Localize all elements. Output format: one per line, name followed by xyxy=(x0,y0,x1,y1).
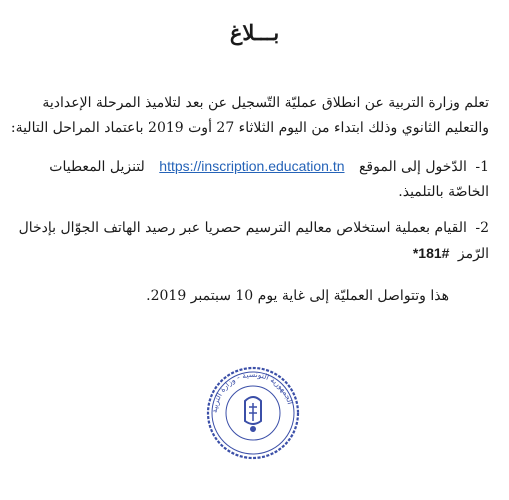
step-2-number: 2- xyxy=(475,220,489,236)
intro-paragraph: تعلم وزارة التربية عن انطلاق عمليّة التّسجيل عن بعد لتلاميذ المرحلة الإعدادية والتعليم الثانوي وذلك ابتداء من اليوم الثلاثاء 27 أوت 2019 باعتماد المراحل التالية: xyxy=(10,95,489,136)
step-1-number: 1- xyxy=(475,159,489,175)
announcement-title: بـــلاغ xyxy=(229,20,280,45)
ministry-seal-icon xyxy=(205,365,301,461)
payment-code: *181# xyxy=(412,245,450,261)
step-1-text-after-link: لتنزيل المعطيات الخاصّة بالتلميذ. xyxy=(49,159,489,200)
closing-paragraph: هذا وتتواصل العمليّة إلى غاية يوم 10 سبتمبر 2019. xyxy=(146,288,449,304)
step-2-text: القيام بعملية استخلاص معاليم الترسيم حصريا عبر رصيد الهاتف الجوّال بإدخال الرّمز xyxy=(18,220,489,262)
registration-site-link[interactable]: https://inscription.education.tn xyxy=(159,158,345,174)
step-2-paragraph xyxy=(9,216,489,267)
seal-text: الجمهورية التونسية - وزارة التربية xyxy=(209,369,295,414)
step-1-text-before-link: الدّخول إلى الموقع xyxy=(358,159,467,175)
step-1-paragraph xyxy=(9,154,489,205)
